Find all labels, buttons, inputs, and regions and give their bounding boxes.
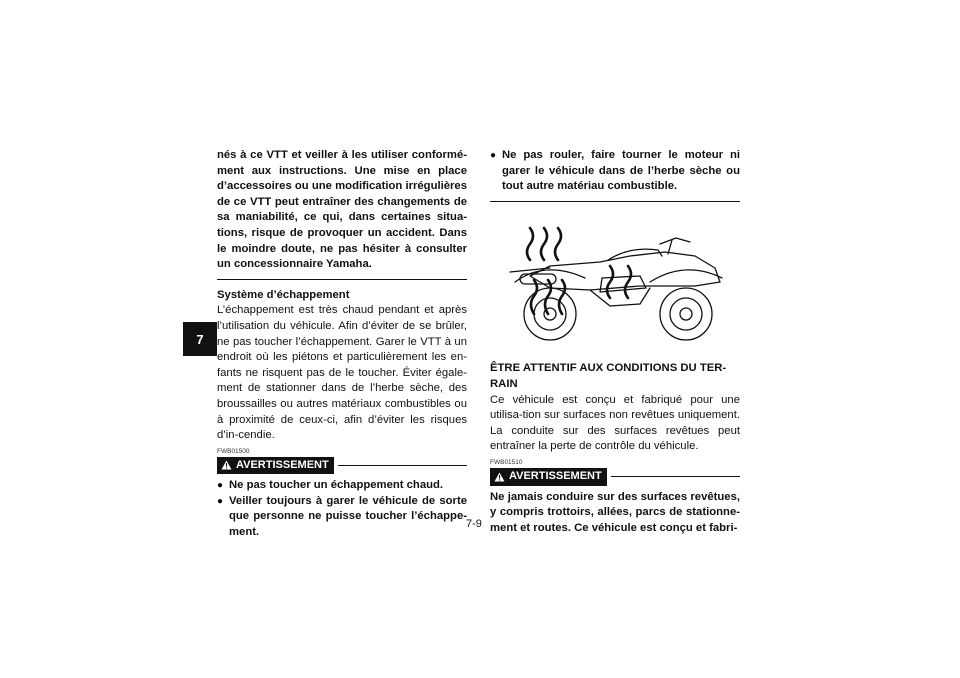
bullet-icon: ● — [490, 150, 497, 161]
bullet-icon: ● — [217, 495, 224, 507]
list-item-text: Veiller toujours à garer le véhicule de sorte que personne ne puisse toucher l’échappe-ment. — [229, 494, 467, 539]
warning-code: FWB01510 — [490, 458, 523, 466]
warning-text: Ne jamais conduire sur des surfaces revêtues, y compris trottoirs, allées, parcs de stationne-ment et routes. Ce véhicule est conçu et fabri- — [490, 490, 740, 534]
warning-triangle-icon — [494, 472, 505, 482]
warning-header — [490, 468, 740, 486]
exhaust-text: L’échappement est très chaud pendant et après l’utilisation du véhicule. Afin d’éviter de se brûler, ne pas toucher l’échappement. Garer le VTT à un endroit où les piétons et particulièrement les en-fants ne risquent pas de le toucher. Éviter égale-ment de stationner dans de l’herbe sèche, des broussailles ou autres matériaux combustibles ou à proximité de ceux-ci, afin d’éviter les risques d’in-cendie. — [217, 304, 467, 442]
right-column — [490, 148, 740, 536]
intro-warning-text: nés à ce VTT et veiller à les utiliser conformé-ment aux instructions. Une mise en place d’accessoires ou une modification irrégulières de ce VTT peut entraîner des changements de sa maniabilité, ce qui, dans certaines situa-tions, risque de provoquer un accident. Dans le moindre doute, ne pas hésiter à consulter un concessionnaire Yamaha. — [217, 149, 467, 271]
list-item — [217, 478, 467, 494]
warning-badge — [490, 468, 607, 486]
divider — [490, 201, 740, 202]
list-item-text: Ne pas rouler, faire tourner le moteur ni garer le véhicule dans de l’herbe sèche ou tout autre matériau combustible. — [502, 149, 740, 193]
exhaust-heading: Système d’échappement — [217, 288, 350, 301]
warning-triangle-icon — [221, 460, 232, 470]
page-number: 7-9 — [466, 518, 482, 530]
warning-label: AVERTISSEMENT — [236, 458, 329, 471]
list-item — [490, 148, 740, 195]
warning-header — [217, 457, 467, 475]
divider — [217, 279, 467, 280]
warning-badge — [217, 457, 334, 475]
left-column — [217, 148, 467, 541]
warning-rule — [611, 476, 740, 477]
list-item-text: Ne pas toucher un échappement chaud. — [229, 479, 444, 492]
chapter-tab: 7 — [183, 322, 217, 356]
list-item — [217, 494, 467, 541]
warning-label: AVERTISSEMENT — [509, 469, 602, 482]
atv-exhaust-illustration — [490, 216, 740, 344]
bullet-icon: ● — [217, 480, 224, 492]
warning-rule — [338, 465, 467, 466]
terrain-heading: ÊTRE ATTENTIF AUX CONDITIONS DU TER-RAIN — [490, 362, 727, 390]
terrain-text: Ce véhicule est conçu et fabriqué pour une utilisa-tion sur surfaces non revêtues uniquement. La conduite sur des surfaces revêtues peut entraîner la perte de contrôle du véhicule. — [490, 393, 740, 453]
warning-code: FWB01500 — [217, 447, 250, 455]
